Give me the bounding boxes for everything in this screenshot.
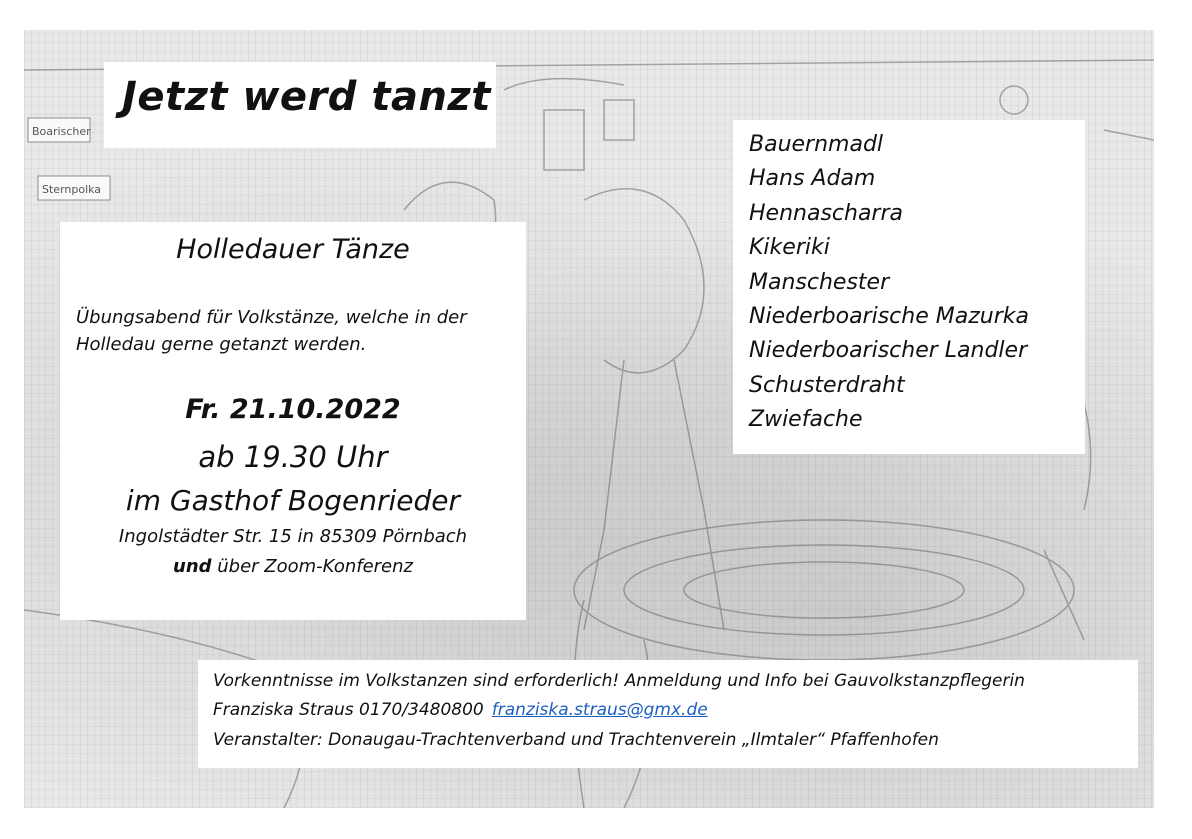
dance-item: Manschester xyxy=(749,269,890,295)
event-description: Übungsabend für Volkstänze, welche in der Holledau gerne getanzt werden. xyxy=(76,307,467,355)
event-venue: im Gasthof Bogenrieder xyxy=(125,484,461,517)
zoom-text: über Zoom-Konferenz xyxy=(217,556,413,577)
event-info-box xyxy=(60,222,526,620)
dance-item: Niederboarische Mazurka xyxy=(749,304,1029,330)
dance-item: Zwiefache xyxy=(749,407,863,433)
zoom-emphasis: und xyxy=(173,556,212,577)
organizer-line: Veranstalter: Donaugau-Trachtenverband und Trachtenverein „Ilmtaler“ Pfaffenhofen xyxy=(213,730,939,750)
dance-item: Hennascharra xyxy=(749,200,903,226)
dance-list xyxy=(749,128,1029,438)
dance-item: Hans Adam xyxy=(749,166,876,192)
email-link[interactable]: franziska.straus@gmx.de xyxy=(491,700,708,720)
event-date: Fr. 21.10.2022 xyxy=(185,394,401,425)
contact-line xyxy=(213,700,708,720)
dance-item: Schusterdraht xyxy=(749,372,905,398)
sign-boarischer: Boarischer xyxy=(32,125,91,138)
event-time: ab 19.30 Uhr xyxy=(198,440,388,474)
prerequisites-note: Vorkenntnisse im Volkstanzen sind erforderlich! Anmeldung und Info bei Gauvolkstanzpflegerin xyxy=(213,671,1025,691)
event-heading: Holledauer Tänze xyxy=(176,234,410,265)
sign-sternpolka: Sternpolka xyxy=(42,183,102,196)
page-title: Jetzt werd tanzt xyxy=(122,74,491,120)
contact-name-phone: Franziska Straus 0170/3480800 xyxy=(213,700,484,720)
dance-item: Niederboarischer Landler xyxy=(749,338,1028,364)
footer-box xyxy=(198,660,1138,768)
dance-item: Bauernmadl xyxy=(749,132,884,157)
title-box xyxy=(104,62,496,148)
dance-list-box xyxy=(733,120,1085,454)
event-address: Ingolstädter Str. 15 in 85309 Pörnbach xyxy=(118,526,468,547)
dance-item: Kikeriki xyxy=(749,235,830,261)
event-zoom-note xyxy=(60,556,526,577)
